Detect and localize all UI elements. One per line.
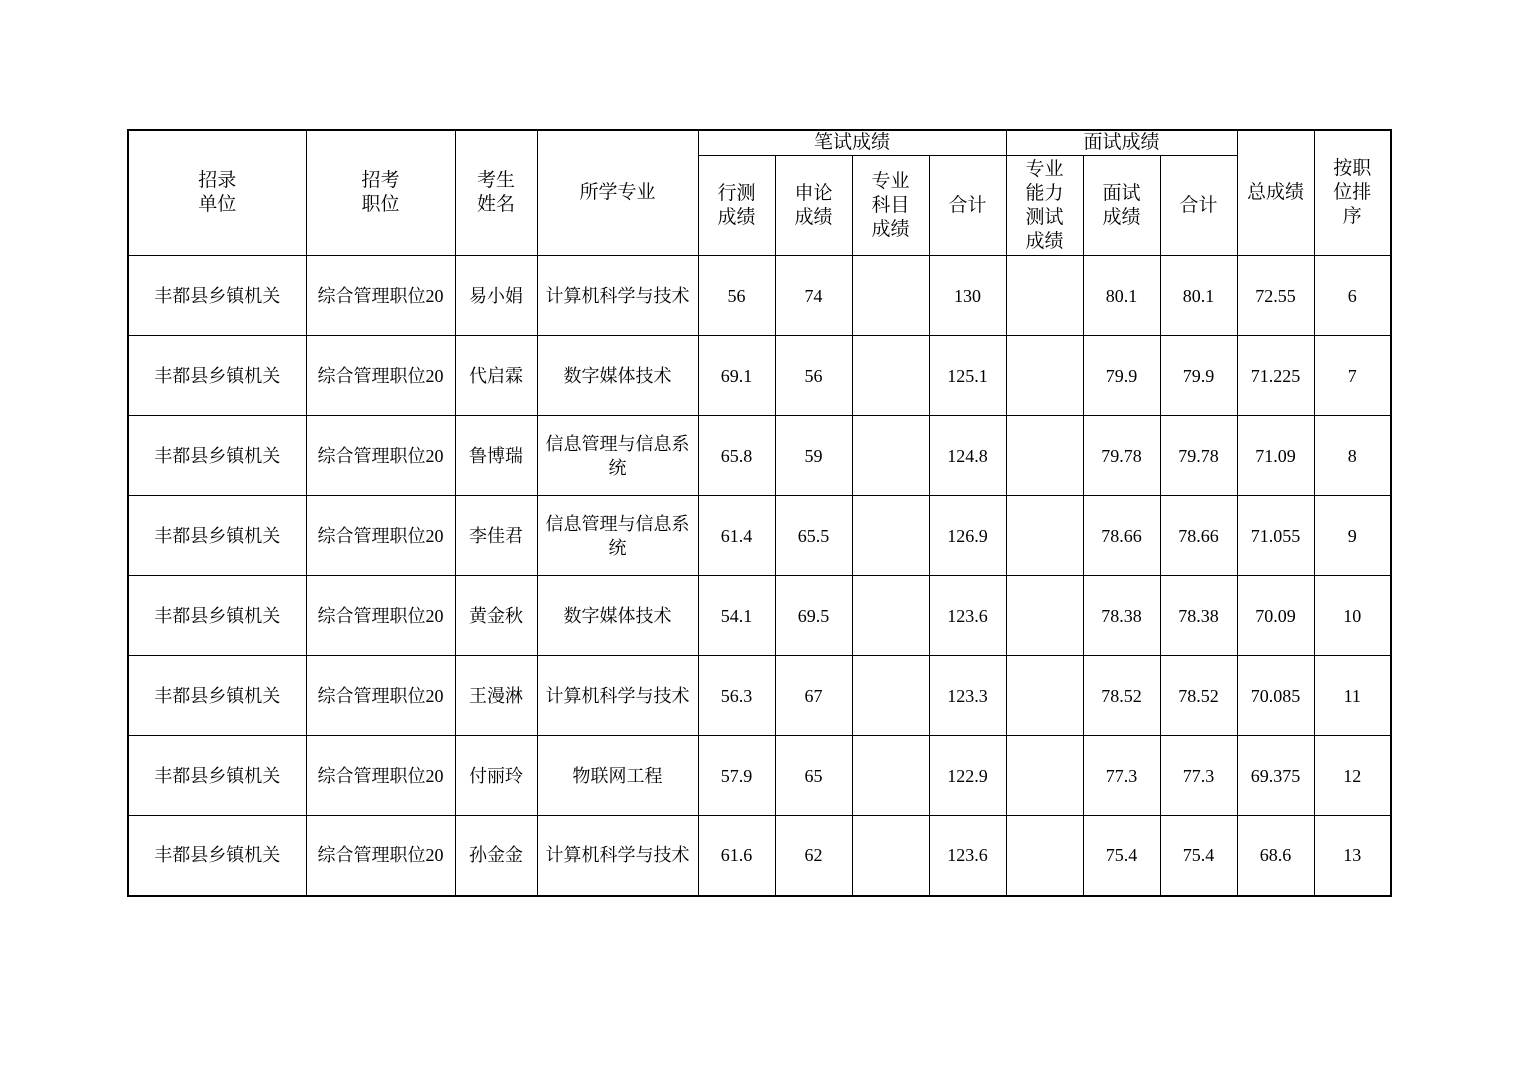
header-written-shenlun: 申论 成绩 bbox=[775, 156, 852, 256]
header-written-total: 合计 bbox=[929, 156, 1006, 256]
table-row bbox=[128, 496, 1391, 576]
cell-position: 综合管理职位20 bbox=[306, 336, 455, 416]
header-name: 考生 姓名 bbox=[455, 130, 537, 256]
cell-interview-total: 79.78 bbox=[1160, 416, 1237, 496]
cell-total: 71.055 bbox=[1237, 496, 1314, 576]
cell-written-total: 125.1 bbox=[929, 336, 1006, 416]
cell-shenlun: 59 bbox=[775, 416, 852, 496]
cell-shenlun: 69.5 bbox=[775, 576, 852, 656]
cell-name: 鲁博瑞 bbox=[455, 416, 537, 496]
cell-xingce: 56 bbox=[698, 256, 775, 336]
cell-total: 69.375 bbox=[1237, 736, 1314, 816]
cell-professional bbox=[852, 336, 929, 416]
cell-shenlun: 65 bbox=[775, 736, 852, 816]
cell-major: 信息管理与信息系统 bbox=[537, 416, 698, 496]
header-interview-total: 合计 bbox=[1160, 156, 1237, 256]
cell-name: 黄金秋 bbox=[455, 576, 537, 656]
cell-written-total: 123.3 bbox=[929, 656, 1006, 736]
score-table bbox=[127, 129, 1392, 897]
cell-major: 计算机科学与技术 bbox=[537, 256, 698, 336]
cell-professional bbox=[852, 576, 929, 656]
cell-name: 付丽玲 bbox=[455, 736, 537, 816]
table-row bbox=[128, 416, 1391, 496]
header-written-xingce: 行测 成绩 bbox=[698, 156, 775, 256]
cell-shenlun: 62 bbox=[775, 816, 852, 896]
cell-written-total: 123.6 bbox=[929, 816, 1006, 896]
table-row bbox=[128, 816, 1391, 896]
cell-professional bbox=[852, 816, 929, 896]
cell-written-total: 130 bbox=[929, 256, 1006, 336]
cell-name: 王漫淋 bbox=[455, 656, 537, 736]
cell-total: 68.6 bbox=[1237, 816, 1314, 896]
cell-professional bbox=[852, 256, 929, 336]
cell-rank: 8 bbox=[1314, 416, 1391, 496]
cell-major: 物联网工程 bbox=[537, 736, 698, 816]
cell-major: 数字媒体技术 bbox=[537, 336, 698, 416]
header-written-professional: 专业 科目 成绩 bbox=[852, 156, 929, 256]
cell-xingce: 56.3 bbox=[698, 656, 775, 736]
header-professional-ability: 专业 能力 测试 成绩 bbox=[1006, 156, 1083, 256]
table-row bbox=[128, 256, 1391, 336]
cell-rank: 6 bbox=[1314, 256, 1391, 336]
cell-interview-total: 79.9 bbox=[1160, 336, 1237, 416]
cell-interview-total: 80.1 bbox=[1160, 256, 1237, 336]
cell-ability bbox=[1006, 256, 1083, 336]
table-row bbox=[128, 576, 1391, 656]
cell-interview-total: 75.4 bbox=[1160, 816, 1237, 896]
cell-xingce: 61.4 bbox=[698, 496, 775, 576]
cell-major: 信息管理与信息系统 bbox=[537, 496, 698, 576]
cell-unit: 丰都县乡镇机关 bbox=[128, 656, 306, 736]
cell-interview-total: 78.66 bbox=[1160, 496, 1237, 576]
cell-name: 李佳君 bbox=[455, 496, 537, 576]
cell-interview: 78.38 bbox=[1083, 576, 1160, 656]
cell-unit: 丰都县乡镇机关 bbox=[128, 416, 306, 496]
cell-total: 70.09 bbox=[1237, 576, 1314, 656]
cell-unit: 丰都县乡镇机关 bbox=[128, 816, 306, 896]
cell-position: 综合管理职位20 bbox=[306, 816, 455, 896]
cell-interview-total: 78.38 bbox=[1160, 576, 1237, 656]
cell-shenlun: 74 bbox=[775, 256, 852, 336]
cell-xingce: 65.8 bbox=[698, 416, 775, 496]
cell-major: 数字媒体技术 bbox=[537, 576, 698, 656]
cell-ability bbox=[1006, 576, 1083, 656]
cell-unit: 丰都县乡镇机关 bbox=[128, 736, 306, 816]
header-written-group: 笔试成绩 bbox=[698, 130, 1006, 156]
cell-name: 易小娟 bbox=[455, 256, 537, 336]
cell-unit: 丰都县乡镇机关 bbox=[128, 336, 306, 416]
cell-position: 综合管理职位20 bbox=[306, 256, 455, 336]
header-interview-group: 面试成绩 bbox=[1006, 130, 1237, 156]
cell-shenlun: 65.5 bbox=[775, 496, 852, 576]
cell-professional bbox=[852, 736, 929, 816]
cell-rank: 12 bbox=[1314, 736, 1391, 816]
cell-ability bbox=[1006, 736, 1083, 816]
cell-shenlun: 56 bbox=[775, 336, 852, 416]
cell-rank: 9 bbox=[1314, 496, 1391, 576]
table-row bbox=[128, 736, 1391, 816]
cell-major: 计算机科学与技术 bbox=[537, 656, 698, 736]
cell-interview-total: 78.52 bbox=[1160, 656, 1237, 736]
cell-position: 综合管理职位20 bbox=[306, 576, 455, 656]
cell-ability bbox=[1006, 336, 1083, 416]
table-row bbox=[128, 656, 1391, 736]
table-row bbox=[128, 336, 1391, 416]
cell-unit: 丰都县乡镇机关 bbox=[128, 496, 306, 576]
cell-ability bbox=[1006, 656, 1083, 736]
cell-ability bbox=[1006, 496, 1083, 576]
cell-total: 70.085 bbox=[1237, 656, 1314, 736]
header-interview-score: 面试 成绩 bbox=[1083, 156, 1160, 256]
cell-written-total: 124.8 bbox=[929, 416, 1006, 496]
cell-rank: 10 bbox=[1314, 576, 1391, 656]
cell-rank: 11 bbox=[1314, 656, 1391, 736]
cell-interview: 79.78 bbox=[1083, 416, 1160, 496]
cell-written-total: 123.6 bbox=[929, 576, 1006, 656]
cell-position: 综合管理职位20 bbox=[306, 496, 455, 576]
cell-interview: 80.1 bbox=[1083, 256, 1160, 336]
cell-interview-total: 77.3 bbox=[1160, 736, 1237, 816]
header-rank: 按职 位排 序 bbox=[1314, 130, 1391, 256]
cell-position: 综合管理职位20 bbox=[306, 736, 455, 816]
cell-interview: 78.66 bbox=[1083, 496, 1160, 576]
cell-major: 计算机科学与技术 bbox=[537, 816, 698, 896]
cell-interview: 78.52 bbox=[1083, 656, 1160, 736]
header-major: 所学专业 bbox=[537, 130, 698, 256]
cell-xingce: 54.1 bbox=[698, 576, 775, 656]
cell-xingce: 69.1 bbox=[698, 336, 775, 416]
cell-rank: 13 bbox=[1314, 816, 1391, 896]
cell-shenlun: 67 bbox=[775, 656, 852, 736]
header-total-score: 总成绩 bbox=[1237, 130, 1314, 256]
cell-total: 72.55 bbox=[1237, 256, 1314, 336]
header-position: 招考 职位 bbox=[306, 130, 455, 256]
table-body bbox=[128, 256, 1391, 896]
cell-professional bbox=[852, 416, 929, 496]
cell-position: 综合管理职位20 bbox=[306, 416, 455, 496]
cell-interview: 77.3 bbox=[1083, 736, 1160, 816]
cell-xingce: 61.6 bbox=[698, 816, 775, 896]
cell-unit: 丰都县乡镇机关 bbox=[128, 576, 306, 656]
cell-name: 代启霖 bbox=[455, 336, 537, 416]
cell-total: 71.225 bbox=[1237, 336, 1314, 416]
cell-rank: 7 bbox=[1314, 336, 1391, 416]
cell-position: 综合管理职位20 bbox=[306, 656, 455, 736]
cell-professional bbox=[852, 496, 929, 576]
cell-ability bbox=[1006, 816, 1083, 896]
header-unit: 招录 单位 bbox=[128, 130, 306, 256]
cell-name: 孙金金 bbox=[455, 816, 537, 896]
cell-ability bbox=[1006, 416, 1083, 496]
cell-unit: 丰都县乡镇机关 bbox=[128, 256, 306, 336]
cell-professional bbox=[852, 656, 929, 736]
cell-interview: 79.9 bbox=[1083, 336, 1160, 416]
cell-written-total: 122.9 bbox=[929, 736, 1006, 816]
cell-xingce: 57.9 bbox=[698, 736, 775, 816]
cell-written-total: 126.9 bbox=[929, 496, 1006, 576]
cell-total: 71.09 bbox=[1237, 416, 1314, 496]
cell-interview: 75.4 bbox=[1083, 816, 1160, 896]
